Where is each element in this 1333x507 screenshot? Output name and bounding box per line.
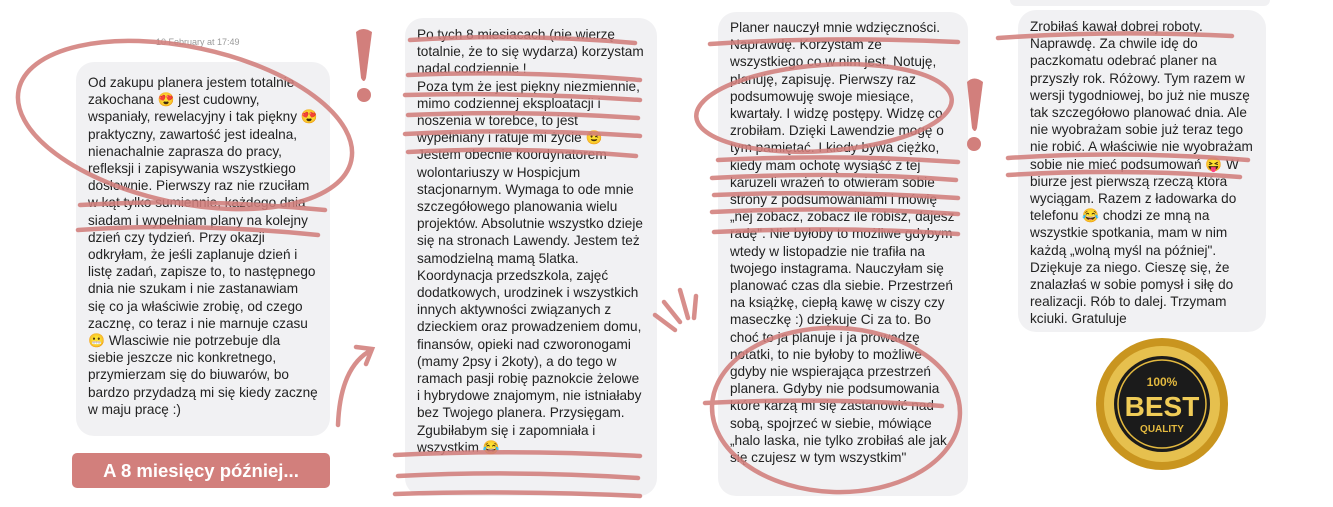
underline-3b: [718, 157, 958, 162]
underline-3g: [705, 401, 942, 406]
highlight-circle-2: [693, 56, 954, 160]
later-caption-badge: A 8 miesięcy później...: [72, 453, 330, 488]
seal-word: BEST: [1124, 391, 1200, 422]
underline-2f: [408, 150, 636, 156]
underline-4c: [1008, 172, 1240, 177]
arrow-icon: [338, 352, 368, 425]
message-bubble-2: Po tych 8 miesiacach (nie wierzę totalnie, że to się wydarza) korzystam nadal codziennie ! Poza tym że jest piękny niezmiennie, mimo codziennej eksploatacji i noszenia w torebce, to jest wypełniany i ratuje mi życie 😉 Jestem obecnie koordynatorem wolontariuszy w Hospicjum stacjonarnym. Wymaga to ode mnie szczegółowego planowania wielu projektów. Absolutnie wszystko dzieje się na stronach Lawendy. Jestem też samodzielną mamą 5latka. Koordynacja przedszkola, zajęć dodatkowych, urodzinek i wszystkich innych aktywności związanych z dzieckiem oraz prowadzeniem domu, finansów, opieki nad czworonogami (mamy 2psy i 2koty), a do tego w ramach pasji robię paznokcie żelowe i hybrydowe znajomym, nie istniałaby bez Twojego planera. Przysięgam. Zgubiłabym się i zapomniała i wszystkim 😂: [405, 18, 657, 496]
message-bubble-1: Od zakupu planera jestem totalnie zakochana 😍 jest cudowny, wspaniały, rewelacyjny i tak piękny 😍 praktyczny, zawartość jest idealna, nienachalnie zaprasza do pracy, refleksji i zapisywania wszystkiego dosłownie. Pierwszy raz nie rzuciłam w kąt tylko sumiennie, każdego dnia siadam i wypełniam plany na kolejny dzień czy tydzień. Przy okazji odkryłam, że jeśli zaplanuje dzień i listę zadań, zapisze to, to następnego dnia nie szukam i nie zastanawiam się co ja właściwie zrobię, od czego zacznę, co teraz i nie marnuje czasu 😬 Wlasciwie nie potrzebuje dla siebie jeszcze nic konkretnego, przymierzam się do biuwarów, bo bardzo przydadzą mi się kiedy zacznę w maju pracę :): [76, 62, 330, 436]
underline-3e: [712, 209, 958, 214]
message-bubble-3: Planer nauczył mnie wdzięczności. Naprawdę. Korzystam ze wszystkiego co w nim jest. Notuję, planuję, zapisuję. Pierwszy raz podsumowuję swoje miesiące, kwartały. I widzę postępy. Widzę co zrobiłam. Dzięki Lawendzie mogę o tym pamiętać. I kiedy bywa ciężko, kiedy mam ochotę wysiąść z tej karuzeli wrażeń to otwieram sobie strony z podsumowaniami i mówię „nej zobacz, zobacz ile robisz, dajesz radę". Nie byłoby to możliwe gdybym wtedy w listopadzie nie trafiła na twojego instagrama. Nauczyłam się planować czas dla siebie. Przestrzeń na książkę, ciepłą kawę w ciszy czy maseczkę :) dziękuje Ci za to. Bo choć to ja planuje i ja prowadzę notatki, to nie byłoby to możliwe gdyby nie wspierająca przestrzeń planera. Gdyby nie podsumowania które karzą mi się zastanowić nad sobą, spojrzeć w siebie, mówiące „halo laska, nie tylko zrobiłaś ale jak się czujesz w tym wszystkim": [718, 12, 968, 496]
underline-2i: [395, 492, 640, 496]
seal-sub: QUALITY: [1140, 424, 1184, 435]
underline-2c: [405, 94, 640, 100]
underline-2b: [408, 73, 640, 80]
message-timestamp: 10 February at 17:49: [156, 37, 240, 47]
underline-2g: [395, 452, 640, 456]
message-bubble-4: Zrobiłaś kawał dobrej roboty. Naprawdę. Za chwile idę do paczkomatu odebrać planer na przyszły rok. Różowy. Tym razem w wersji tygodniowej, bo już nie muszę tak szczegółowo planować dnia. Ale nie wyobrażam sobie już teraz tego nie robić. A właściwie nie wyobrażam sobie nie mieć podsumowań 😝 W biurze jest pierwszą rzeczą która wyciągam. Razem z ładowarka do telefonu 😂 chodzi ze mną na wszystkie spotkania, mam w nim każdą „wolną myśl na później". Dziękuje za niego. Cieszę się, że znalazłaś w sobie pomysł i siłę do realizacji. Rób to dalej. Trzymam kciuki. Gratuluje: [1018, 10, 1266, 332]
underline-2d: [408, 113, 638, 118]
underline-3f: [714, 229, 958, 234]
underline-2h: [398, 473, 638, 478]
best-quality-seal-icon: [1096, 338, 1228, 470]
underline-3d: [714, 193, 958, 198]
underline-2a: [410, 37, 635, 43]
underline-2e: [405, 131, 640, 136]
underline-1b: [78, 227, 318, 235]
underline-3a: [710, 39, 958, 44]
burst-icon: [655, 290, 696, 330]
underline-4a: [998, 33, 1232, 38]
underline-4b: [1008, 154, 1248, 160]
underline-3c: [712, 175, 956, 180]
seal-percent: 100%: [1146, 375, 1178, 389]
highlight-circle-3: [709, 324, 963, 497]
